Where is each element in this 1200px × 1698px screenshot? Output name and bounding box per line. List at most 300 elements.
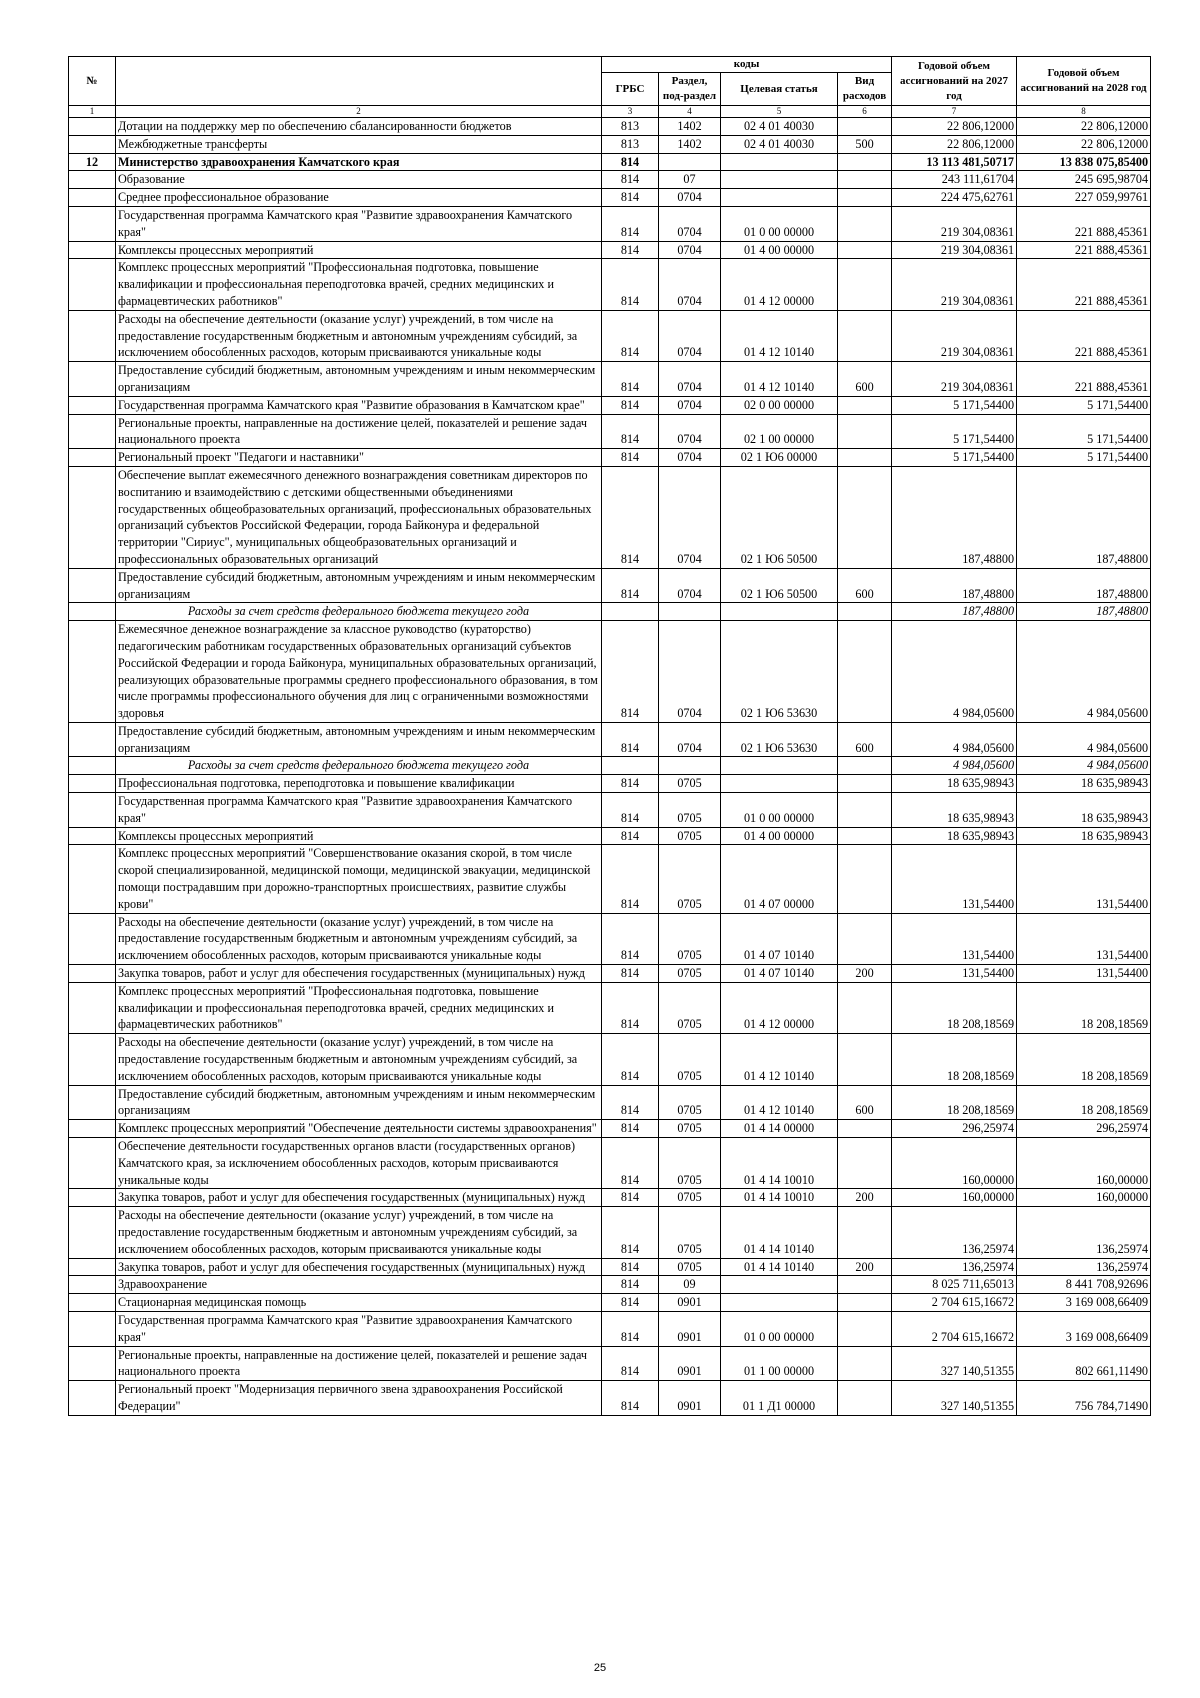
amount-2027-cell: 5 171,54400 — [892, 449, 1017, 467]
table-row — [69, 189, 1151, 207]
header-vid: Вид расходов — [838, 73, 892, 106]
item-name-cell: Предоставление субсидий бюджетным, автономным учреждениям и иным некоммерческим организациям — [116, 722, 602, 757]
amount-2027-cell: 327 140,51355 — [892, 1346, 1017, 1381]
expense-type-cell — [838, 466, 892, 568]
target-article-cell: 01 4 14 10010 — [721, 1138, 838, 1189]
table-row — [69, 722, 1151, 757]
table-row — [69, 1138, 1151, 1189]
section-code-cell: 0901 — [659, 1294, 721, 1312]
table-row — [69, 982, 1151, 1033]
table-row — [69, 118, 1151, 136]
expense-type-cell — [838, 241, 892, 259]
section-code-cell: 0901 — [659, 1346, 721, 1381]
item-name-cell: Образование — [116, 171, 602, 189]
grbs-code-cell — [602, 603, 659, 621]
grbs-code-cell: 814 — [602, 827, 659, 845]
amount-2027-cell: 18 208,18569 — [892, 1085, 1017, 1120]
table-row — [69, 135, 1151, 153]
row-number-cell — [69, 982, 116, 1033]
section-code-cell: 0704 — [659, 621, 721, 723]
section-code-cell: 1402 — [659, 118, 721, 136]
grbs-code-cell: 814 — [602, 153, 659, 171]
table-row — [69, 568, 1151, 603]
amount-2028-cell: 756 784,71490 — [1017, 1381, 1151, 1416]
row-number-cell — [69, 206, 116, 241]
table-row — [69, 1120, 1151, 1138]
amount-2027-cell: 131,54400 — [892, 913, 1017, 964]
amount-2027-cell: 224 475,62761 — [892, 189, 1017, 207]
target-article-cell: 01 1 00 00000 — [721, 1346, 838, 1381]
grbs-code-cell: 814 — [602, 241, 659, 259]
table-row — [69, 362, 1151, 397]
row-number-cell — [69, 1085, 116, 1120]
target-article-cell: 01 4 07 00000 — [721, 845, 838, 913]
amount-2027-cell: 131,54400 — [892, 965, 1017, 983]
item-name-cell: Дотации на поддержку мер по обеспечению сбалансированности бюджетов — [116, 118, 602, 136]
table-row — [69, 1189, 1151, 1207]
item-name-cell: Здравоохранение — [116, 1276, 602, 1294]
amount-2028-cell: 4 984,05600 — [1017, 722, 1151, 757]
grbs-code-cell: 814 — [602, 722, 659, 757]
column-number: 1 — [69, 106, 116, 118]
target-article-cell: 02 4 01 40030 — [721, 118, 838, 136]
table-row — [69, 259, 1151, 310]
item-name-cell: Комплекс процессных мероприятий "Обеспечение деятельности системы здравоохранения" — [116, 1120, 602, 1138]
grbs-code-cell: 814 — [602, 913, 659, 964]
grbs-code-cell: 814 — [602, 206, 659, 241]
row-number-cell — [69, 722, 116, 757]
target-article-cell: 01 4 12 00000 — [721, 982, 838, 1033]
amount-2028-cell: 802 661,11490 — [1017, 1346, 1151, 1381]
target-article-cell: 01 4 12 10140 — [721, 1085, 838, 1120]
table-row — [69, 1381, 1151, 1416]
amount-2028-cell: 3 169 008,66409 — [1017, 1294, 1151, 1312]
table-row — [69, 396, 1151, 414]
grbs-code-cell: 814 — [602, 1120, 659, 1138]
row-number-cell — [69, 1120, 116, 1138]
amount-2027-cell: 18 635,98943 — [892, 827, 1017, 845]
target-article-cell — [721, 603, 838, 621]
table-row — [69, 1207, 1151, 1258]
expense-type-cell — [838, 414, 892, 449]
row-number-cell — [69, 189, 116, 207]
expense-type-cell: 600 — [838, 568, 892, 603]
item-name-cell: Обеспечение деятельности государственных органов власти (государственных органов) Камчатского края, за исключением обособленных расходов, которым присваиваются уникальные коды — [116, 1138, 602, 1189]
expense-type-cell: 200 — [838, 965, 892, 983]
row-number-cell — [69, 1189, 116, 1207]
section-code-cell: 0705 — [659, 982, 721, 1033]
amount-2028-cell: 160,00000 — [1017, 1138, 1151, 1189]
item-name-cell: Региональный проект "Педагоги и наставники" — [116, 449, 602, 467]
row-number-cell — [69, 396, 116, 414]
grbs-code-cell: 814 — [602, 449, 659, 467]
amount-2027-cell: 219 304,08361 — [892, 241, 1017, 259]
row-number-cell — [69, 793, 116, 828]
page-number: 25 — [593, 1662, 607, 1674]
item-name-cell: Закупка товаров, работ и услуг для обеспечения государственных (муниципальных) нужд — [116, 965, 602, 983]
section-code-cell: 0705 — [659, 913, 721, 964]
amount-2028-cell: 131,54400 — [1017, 913, 1151, 964]
grbs-code-cell: 814 — [602, 1381, 659, 1416]
item-name-cell: Региональный проект "Модернизация первичного звена здравоохранения Российской Федерации" — [116, 1381, 602, 1416]
section-code-cell: 0705 — [659, 827, 721, 845]
amount-2027-cell: 18 635,98943 — [892, 775, 1017, 793]
item-name-cell: Расходы на обеспечение деятельности (оказание услуг) учреждений, в том числе на предоставление государственным бюджетным и автономным учреждениям субсидий, за исключением обособленных расходов, которым присваиваются уникальные коды — [116, 310, 602, 361]
grbs-code-cell: 814 — [602, 568, 659, 603]
amount-2027-cell: 4 984,05600 — [892, 722, 1017, 757]
grbs-code-cell: 814 — [602, 621, 659, 723]
amount-2028-cell: 18 635,98943 — [1017, 827, 1151, 845]
amount-2028-cell: 5 171,54400 — [1017, 449, 1151, 467]
grbs-code-cell: 814 — [602, 259, 659, 310]
table-row — [69, 241, 1151, 259]
column-number: 8 — [1017, 106, 1151, 118]
table-row — [69, 965, 1151, 983]
item-name-cell: Расходы за счет средств федерального бюджета текущего года — [116, 757, 602, 775]
expense-type-cell — [838, 913, 892, 964]
amount-2027-cell: 160,00000 — [892, 1189, 1017, 1207]
amount-2027-cell: 187,48800 — [892, 603, 1017, 621]
expense-type-cell — [838, 1138, 892, 1189]
target-article-cell: 01 0 00 00000 — [721, 206, 838, 241]
row-number-cell: 12 — [69, 153, 116, 171]
table-row — [69, 310, 1151, 361]
target-article-cell: 01 4 00 00000 — [721, 241, 838, 259]
federal-budget-note-row — [69, 757, 1151, 775]
row-number-cell — [69, 449, 116, 467]
amount-2028-cell: 18 208,18569 — [1017, 1085, 1151, 1120]
item-name-cell: Комплексы процессных мероприятий — [116, 241, 602, 259]
item-name-cell: Предоставление субсидий бюджетным, автономным учреждениям и иным некоммерческим организациям — [116, 1085, 602, 1120]
grbs-code-cell: 814 — [602, 1346, 659, 1381]
amount-2027-cell: 136,25974 — [892, 1207, 1017, 1258]
target-article-cell: 02 0 00 00000 — [721, 396, 838, 414]
table-row — [69, 206, 1151, 241]
row-number-cell — [69, 913, 116, 964]
row-number-cell — [69, 603, 116, 621]
expense-type-cell — [838, 603, 892, 621]
amount-2027-cell: 160,00000 — [892, 1138, 1017, 1189]
expense-type-cell — [838, 775, 892, 793]
grbs-code-cell: 814 — [602, 1034, 659, 1085]
amount-2028-cell: 245 695,98704 — [1017, 171, 1151, 189]
section-code-cell: 1402 — [659, 135, 721, 153]
table-row — [69, 1311, 1151, 1346]
amount-2027-cell: 187,48800 — [892, 568, 1017, 603]
target-article-cell: 01 4 14 10140 — [721, 1207, 838, 1258]
row-number-cell — [69, 466, 116, 568]
column-number: 7 — [892, 106, 1017, 118]
amount-2028-cell: 18 208,18569 — [1017, 1034, 1151, 1085]
grbs-code-cell: 814 — [602, 189, 659, 207]
target-article-cell: 01 4 00 00000 — [721, 827, 838, 845]
item-name-cell: Государственная программа Камчатского края "Развитие здравоохранения Камчатского края" — [116, 793, 602, 828]
amount-2028-cell: 221 888,45361 — [1017, 362, 1151, 397]
row-number-cell — [69, 775, 116, 793]
table-row — [69, 1276, 1151, 1294]
table-body — [69, 118, 1151, 1416]
amount-2027-cell: 2 704 615,16672 — [892, 1311, 1017, 1346]
row-number-cell — [69, 118, 116, 136]
amount-2027-cell: 8 025 711,65013 — [892, 1276, 1017, 1294]
amount-2028-cell: 136,25974 — [1017, 1258, 1151, 1276]
grbs-code-cell: 814 — [602, 1207, 659, 1258]
section-code-cell: 0705 — [659, 1138, 721, 1189]
row-number-cell — [69, 1207, 116, 1258]
amount-2028-cell: 18 635,98943 — [1017, 793, 1151, 828]
row-number-cell — [69, 310, 116, 361]
target-article-cell: 01 4 07 10140 — [721, 965, 838, 983]
amount-2028-cell: 5 171,54400 — [1017, 396, 1151, 414]
amount-2027-cell: 219 304,08361 — [892, 206, 1017, 241]
amount-2028-cell: 3 169 008,66409 — [1017, 1311, 1151, 1346]
item-name-cell: Государственная программа Камчатского края "Развитие образования в Камчатском крае" — [116, 396, 602, 414]
section-code-cell: 0705 — [659, 965, 721, 983]
table-row — [69, 171, 1151, 189]
amount-2027-cell: 327 140,51355 — [892, 1381, 1017, 1416]
expense-type-cell — [838, 118, 892, 136]
section-code-cell: 0704 — [659, 449, 721, 467]
column-number: 4 — [659, 106, 721, 118]
grbs-code-cell: 814 — [602, 1294, 659, 1312]
row-number-cell — [69, 414, 116, 449]
expense-type-cell — [838, 1346, 892, 1381]
section-code-cell: 0705 — [659, 1034, 721, 1085]
target-article-cell: 02 1 Ю6 00000 — [721, 449, 838, 467]
grbs-code-cell: 814 — [602, 466, 659, 568]
section-code-cell: 0704 — [659, 568, 721, 603]
column-number: 5 — [721, 106, 838, 118]
grbs-code-cell: 814 — [602, 982, 659, 1033]
item-name-cell: Закупка товаров, работ и услуг для обеспечения государственных (муниципальных) нужд — [116, 1189, 602, 1207]
amount-2028-cell: 227 059,99761 — [1017, 189, 1151, 207]
grbs-code-cell: 813 — [602, 118, 659, 136]
expense-type-cell — [838, 1207, 892, 1258]
grbs-code-cell: 814 — [602, 775, 659, 793]
row-number-cell — [69, 1381, 116, 1416]
amount-2028-cell: 131,54400 — [1017, 845, 1151, 913]
expense-type-cell: 600 — [838, 722, 892, 757]
section-code-cell: 0705 — [659, 1189, 721, 1207]
row-number-cell — [69, 827, 116, 845]
amount-2028-cell: 221 888,45361 — [1017, 310, 1151, 361]
row-number-cell — [69, 259, 116, 310]
grbs-code-cell: 814 — [602, 1258, 659, 1276]
table-row — [69, 1034, 1151, 1085]
section-code-cell: 0704 — [659, 241, 721, 259]
header-codes: коды — [602, 57, 892, 73]
target-article-cell: 01 1 Д1 00000 — [721, 1381, 838, 1416]
target-article-cell: 01 4 12 10140 — [721, 1034, 838, 1085]
target-article-cell — [721, 1294, 838, 1312]
table-row — [69, 827, 1151, 845]
amount-2027-cell: 219 304,08361 — [892, 310, 1017, 361]
column-number: 6 — [838, 106, 892, 118]
expense-type-cell — [838, 621, 892, 723]
expense-type-cell — [838, 449, 892, 467]
section-code-cell: 0705 — [659, 793, 721, 828]
target-article-cell: 01 4 12 10140 — [721, 362, 838, 397]
expense-type-cell — [838, 1120, 892, 1138]
row-number-cell — [69, 621, 116, 723]
row-number-cell — [69, 135, 116, 153]
row-number-cell — [69, 1294, 116, 1312]
amount-2028-cell: 221 888,45361 — [1017, 259, 1151, 310]
amount-2027-cell: 219 304,08361 — [892, 362, 1017, 397]
grbs-code-cell: 813 — [602, 135, 659, 153]
amount-2028-cell: 160,00000 — [1017, 1189, 1151, 1207]
row-number-cell — [69, 1346, 116, 1381]
amount-2027-cell: 22 806,12000 — [892, 135, 1017, 153]
item-name-cell: Комплекс процессных мероприятий "Профессиональная подготовка, повышение квалификации и профессиональная переподготовка врачей, средних медицинских и фармацевтических работников" — [116, 259, 602, 310]
target-article-cell: 01 0 00 00000 — [721, 793, 838, 828]
table-row — [69, 793, 1151, 828]
amount-2027-cell: 18 208,18569 — [892, 1034, 1017, 1085]
expense-type-cell: 600 — [838, 362, 892, 397]
row-number-cell — [69, 362, 116, 397]
amount-2028-cell: 4 984,05600 — [1017, 621, 1151, 723]
target-article-cell: 02 1 Ю6 50500 — [721, 466, 838, 568]
amount-2028-cell: 8 441 708,92696 — [1017, 1276, 1151, 1294]
amount-2028-cell: 18 208,18569 — [1017, 982, 1151, 1033]
target-article-cell: 01 4 14 10140 — [721, 1258, 838, 1276]
target-article-cell — [721, 153, 838, 171]
table-row — [69, 845, 1151, 913]
item-name-cell: Среднее профессиональное образование — [116, 189, 602, 207]
item-name-cell: Профессиональная подготовка, переподготовка и повышение квалификации — [116, 775, 602, 793]
target-article-cell: 01 4 14 00000 — [721, 1120, 838, 1138]
row-number-cell — [69, 1138, 116, 1189]
row-number-cell — [69, 568, 116, 603]
table-row — [69, 1085, 1151, 1120]
expense-type-cell — [838, 757, 892, 775]
amount-2028-cell: 296,25974 — [1017, 1120, 1151, 1138]
column-number: 3 — [602, 106, 659, 118]
row-number-cell — [69, 241, 116, 259]
expense-type-cell — [838, 1311, 892, 1346]
item-name-cell: Расходы на обеспечение деятельности (оказание услуг) учреждений, в том числе на предоставление государственным бюджетным и автономным учреждениям субсидий, за исключением обособленных расходов, которым присваиваются уникальные коды — [116, 1207, 602, 1258]
amount-2028-cell: 131,54400 — [1017, 965, 1151, 983]
amount-2028-cell: 136,25974 — [1017, 1207, 1151, 1258]
header-2027: Годовой объем ассигнований на 2027 год — [892, 57, 1017, 106]
expense-type-cell: 500 — [838, 135, 892, 153]
header-article: Целевая статья — [721, 73, 838, 106]
grbs-code-cell: 814 — [602, 1138, 659, 1189]
table-row — [69, 775, 1151, 793]
expense-type-cell — [838, 982, 892, 1033]
section-code-cell: 07 — [659, 171, 721, 189]
item-name-cell: Государственная программа Камчатского края "Развитие здравоохранения Камчатского края" — [116, 1311, 602, 1346]
expense-type-cell: 200 — [838, 1258, 892, 1276]
row-number-cell — [69, 1258, 116, 1276]
amount-2027-cell: 243 111,61704 — [892, 171, 1017, 189]
row-number-cell — [69, 171, 116, 189]
expense-type-cell — [838, 396, 892, 414]
section-code-cell — [659, 757, 721, 775]
grbs-code-cell: 814 — [602, 414, 659, 449]
amount-2028-cell: 13 838 075,85400 — [1017, 153, 1151, 171]
section-code-cell: 0705 — [659, 845, 721, 913]
amount-2028-cell: 5 171,54400 — [1017, 414, 1151, 449]
expense-type-cell — [838, 1381, 892, 1416]
target-article-cell — [721, 1276, 838, 1294]
section-code-cell: 0901 — [659, 1381, 721, 1416]
amount-2027-cell: 187,48800 — [892, 466, 1017, 568]
item-name-cell: Комплекс процессных мероприятий "Совершенствование оказания скорой, в том числе скорой специализированной, медицинской помощи, медицинской эвакуации, медицинской помощи пострадавшим при дорожно-транспортных происшествиях, развитие службы крови" — [116, 845, 602, 913]
item-name-cell: Расходы на обеспечение деятельности (оказание услуг) учреждений, в том числе на предоставление государственным бюджетным и автономным учреждениям субсидий, за исключением обособленных расходов, которым присваиваются уникальные коды — [116, 1034, 602, 1085]
expense-type-cell — [838, 171, 892, 189]
grbs-code-cell: 814 — [602, 362, 659, 397]
item-name-cell: Региональные проекты, направленные на достижение целей, показателей и решение задач национального проекта — [116, 414, 602, 449]
row-number-cell — [69, 845, 116, 913]
amount-2027-cell: 4 984,05600 — [892, 621, 1017, 723]
target-article-cell — [721, 171, 838, 189]
item-name-cell: Закупка товаров, работ и услуг для обеспечения государственных (муниципальных) нужд — [116, 1258, 602, 1276]
section-code-cell — [659, 153, 721, 171]
table-row — [69, 414, 1151, 449]
amount-2027-cell: 296,25974 — [892, 1120, 1017, 1138]
table-row — [69, 466, 1151, 568]
amount-2028-cell: 187,48800 — [1017, 568, 1151, 603]
target-article-cell: 02 1 Ю6 53630 — [721, 722, 838, 757]
amount-2027-cell: 5 171,54400 — [892, 396, 1017, 414]
target-article-cell — [721, 189, 838, 207]
budget-table — [68, 56, 1151, 1416]
table-row — [69, 153, 1151, 171]
amount-2028-cell: 187,48800 — [1017, 603, 1151, 621]
row-number-cell — [69, 1034, 116, 1085]
table-row — [69, 621, 1151, 723]
item-name-cell: Министерство здравоохранения Камчатского края — [116, 153, 602, 171]
grbs-code-cell: 814 — [602, 396, 659, 414]
grbs-code-cell: 814 — [602, 1311, 659, 1346]
row-number-cell — [69, 965, 116, 983]
amount-2028-cell: 22 806,12000 — [1017, 135, 1151, 153]
amount-2027-cell: 219 304,08361 — [892, 259, 1017, 310]
target-article-cell: 01 4 07 10140 — [721, 913, 838, 964]
section-code-cell: 0705 — [659, 775, 721, 793]
expense-type-cell — [838, 206, 892, 241]
table-row — [69, 1258, 1151, 1276]
item-name-cell: Межбюджетные трансферты — [116, 135, 602, 153]
item-name-cell: Региональные проекты, направленные на достижение целей, показателей и решение задач национального проекта — [116, 1346, 602, 1381]
amount-2028-cell: 221 888,45361 — [1017, 241, 1151, 259]
target-article-cell: 01 0 00 00000 — [721, 1311, 838, 1346]
column-number: 2 — [116, 106, 602, 118]
amount-2028-cell: 4 984,05600 — [1017, 757, 1151, 775]
section-code-cell: 0704 — [659, 189, 721, 207]
section-code-cell: 0705 — [659, 1120, 721, 1138]
row-number-cell — [69, 1276, 116, 1294]
header-no: № — [69, 57, 116, 106]
section-code-cell: 0704 — [659, 206, 721, 241]
target-article-cell — [721, 775, 838, 793]
section-code-cell: 0704 — [659, 396, 721, 414]
expense-type-cell — [838, 153, 892, 171]
item-name-cell: Комплексы процессных мероприятий — [116, 827, 602, 845]
expense-type-cell: 600 — [838, 1085, 892, 1120]
header-section: Раздел, под-раздел — [659, 73, 721, 106]
item-name-cell: Обеспечение выплат ежемесячного денежного вознаграждения советникам директоров по воспитанию и взаимодействию с детскими общественными объединениями государственных общеобразовательных организаций, профессиональных образовательных организаций субъектов Российской Федерации, города Байконура и федеральной территории "Сириус", муниципальных общеобразовательных организаций и профессиональных образовательных организаций — [116, 466, 602, 568]
expense-type-cell: 200 — [838, 1189, 892, 1207]
expense-type-cell — [838, 259, 892, 310]
section-code-cell: 0704 — [659, 414, 721, 449]
target-article-cell — [721, 757, 838, 775]
item-name-cell: Предоставление субсидий бюджетным, автономным учреждениям и иным некоммерческим организациям — [116, 568, 602, 603]
header-name — [116, 57, 602, 106]
expense-type-cell — [838, 845, 892, 913]
header-2028: Годовой объем ассигнований на 2028 год — [1017, 57, 1151, 106]
